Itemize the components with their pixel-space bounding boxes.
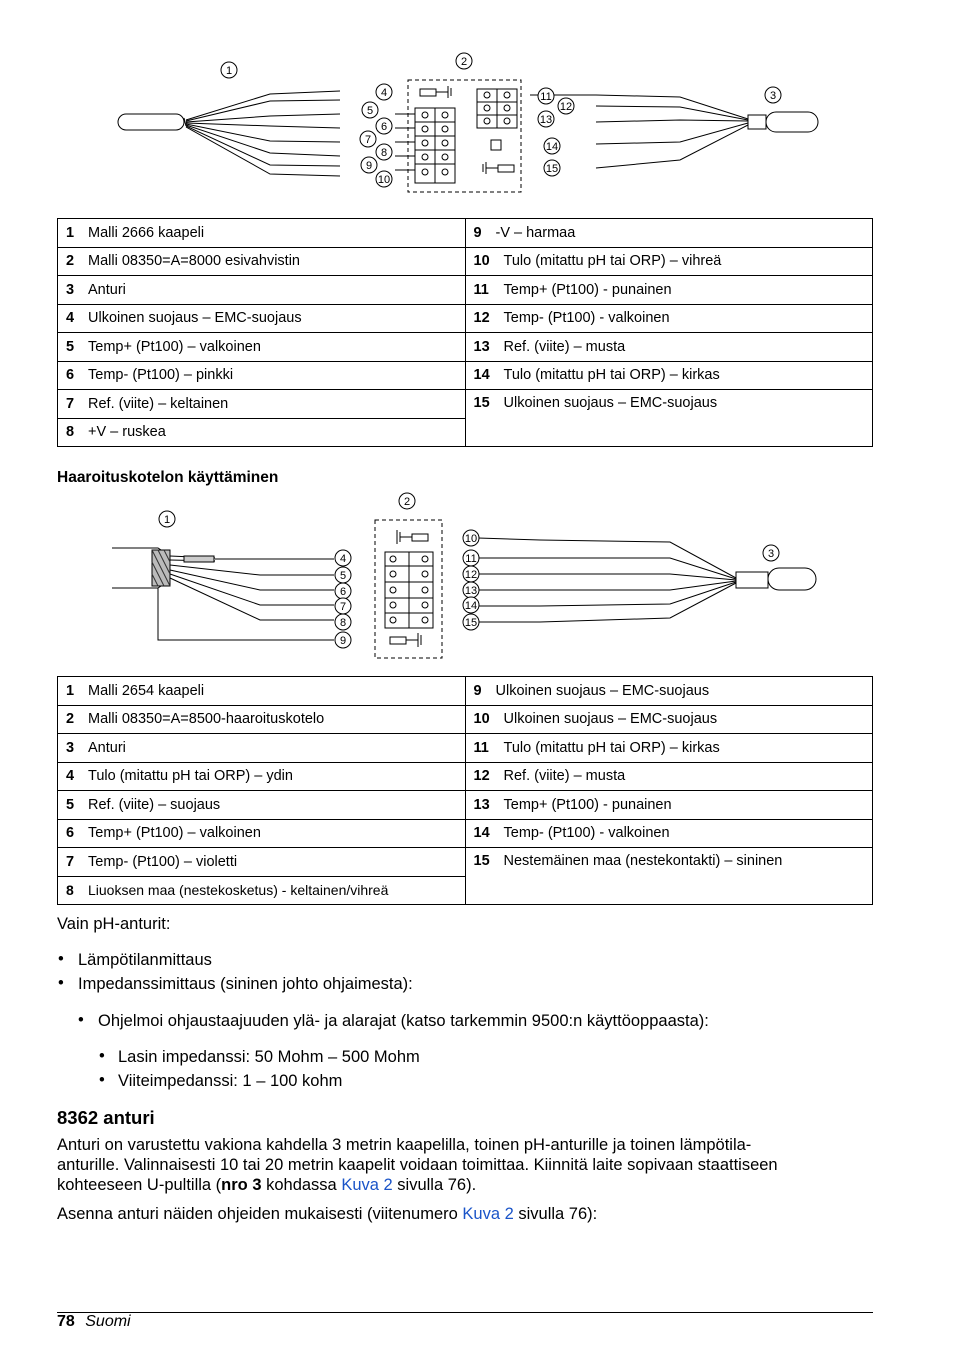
legend-table-2 (57, 676, 873, 905)
callout-14: 14 (545, 141, 559, 153)
figure-link[interactable]: Kuva 2 (341, 1176, 393, 1194)
legend-cell: 14 Tulo (mitattu pH tai ORP) – kirkas (465, 361, 873, 390)
legend-cell: 5 Ref. (viite) – suojaus (58, 791, 466, 820)
legend-cell: 11 Temp+ (Pt100) - punainen (465, 276, 873, 305)
callout-9: 9 (365, 160, 373, 172)
legend-cell: 4 Ulkoinen suojaus – EMC-suojaus (58, 304, 466, 333)
callout-14: 14 (464, 600, 478, 612)
callout-2: 2 (403, 496, 411, 508)
list-item: Lämpötilanmittaus (78, 951, 212, 969)
legend-cell: 14 Temp- (Pt100) - valkoinen (465, 819, 873, 848)
legend-cell: 10 Tulo (mitattu pH tai ORP) – vihreä (465, 247, 873, 276)
paragraph-line: kohteeseen U-pultilla (nro 3 kohdassa Kuva 2 sivulla 76). (57, 1176, 477, 1194)
legend-cell: 6 Temp- (Pt100) – pinkki (58, 361, 466, 390)
legend-cell: 3 Anturi (58, 734, 466, 763)
paragraph-line: Anturi on varustettu vakiona kahdella 3 metrin kaapelilla, toinen pH-anturille ja toinen lämpötila- (57, 1136, 752, 1154)
legend-cell: 13 Ref. (viite) – musta (465, 333, 873, 362)
callout-6: 6 (339, 586, 347, 598)
callout-4: 4 (339, 553, 347, 565)
legend-cell: 15 Nestemäinen maa (nestekontakti) – sininen (465, 848, 873, 905)
paragraph-2: Asenna anturi näiden ohjeiden mukaisesti (viitenumero Kuva 2 sivulla 76): (57, 1205, 598, 1223)
bold-ref: nro 3 (221, 1176, 262, 1194)
legend-cell: 2 Malli 08350=A=8500-haaroituskotelo (58, 705, 466, 734)
callout-7: 7 (339, 601, 347, 613)
callout-10: 10 (377, 174, 391, 186)
list-item: Ohjelmoi ohjaustaajuuden ylä- ja alarajat (katso tarkemmin 9500:n käyttöoppaasta): (98, 1012, 709, 1030)
bullet-marker: • (78, 1011, 84, 1029)
legend-cell: 9 Ulkoinen suojaus – EMC-suojaus (465, 677, 873, 706)
callout-2: 2 (460, 56, 468, 68)
footer-language: Suomi (85, 1313, 131, 1330)
list-item: Viiteimpedanssi: 1 – 100 kohm (118, 1072, 343, 1090)
footer (57, 1313, 131, 1331)
intro-text: Vain pH-anturit: (57, 915, 171, 933)
legend-cell: 15 Ulkoinen suojaus – EMC-suojaus (465, 390, 873, 447)
list-item: Impedanssimittaus (sininen johto ohjaimesta): (78, 975, 413, 993)
page-number: 78 (57, 1313, 75, 1330)
callout-5: 5 (339, 570, 347, 582)
list-item: Lasin impedanssi: 50 Mohm – 500 Mohm (118, 1048, 420, 1066)
legend-cell: 13 Temp+ (Pt100) - punainen (465, 791, 873, 820)
bullet-marker: • (58, 974, 64, 992)
callout-4: 4 (380, 87, 388, 99)
bullet-marker: • (99, 1071, 105, 1089)
callout-1: 1 (225, 65, 233, 77)
callout-9: 9 (339, 635, 347, 647)
callout-11: 11 (465, 553, 477, 565)
figure-1-wiring-diagram (0, 40, 954, 200)
legend-cell: 6 Temp+ (Pt100) – valkoinen (58, 819, 466, 848)
legend-cell: 8 Liuoksen maa (nestekosketus) - keltainen/vihreä (58, 876, 466, 905)
callout-15: 15 (464, 617, 478, 629)
legend-cell: 10 Ulkoinen suojaus – EMC-suojaus (465, 705, 873, 734)
bullet-marker: • (99, 1047, 105, 1065)
legend-cell: 1 Malli 2666 kaapeli (58, 219, 466, 248)
paragraph-1 (57, 1135, 873, 1195)
callout-12: 12 (464, 569, 478, 581)
callout-13: 13 (464, 585, 478, 597)
callout-6: 6 (380, 121, 388, 133)
section-title: 8362 anturi (57, 1107, 155, 1128)
callout-11: 11 (540, 91, 552, 103)
callout-10: 10 (464, 533, 478, 545)
figure-2-junction-box-diagram (0, 490, 954, 665)
legend-table-1 (57, 218, 873, 447)
legend-cell: 11 Tulo (mitattu pH tai ORP) – kirkas (465, 734, 873, 763)
legend-cell: 12 Ref. (viite) – musta (465, 762, 873, 791)
legend-cell: 9 -V – harmaa (465, 219, 873, 248)
legend-cell: 3 Anturi (58, 276, 466, 305)
figure-link[interactable]: Kuva 2 (462, 1205, 514, 1223)
callout-1: 1 (163, 514, 171, 526)
callout-3: 3 (769, 90, 777, 102)
callout-13: 13 (539, 114, 553, 126)
legend-cell: 2 Malli 08350=A=8000 esivahvistin (58, 247, 466, 276)
legend-cell: 1 Malli 2654 kaapeli (58, 677, 466, 706)
callout-12: 12 (559, 101, 573, 113)
legend-cell: 4 Tulo (mitattu pH tai ORP) – ydin (58, 762, 466, 791)
callout-5: 5 (366, 105, 374, 117)
legend-cell: 8 +V – ruskea (58, 418, 466, 447)
callout-3: 3 (767, 548, 775, 560)
callout-7: 7 (364, 134, 372, 146)
callout-15: 15 (545, 163, 559, 175)
footer-rule (57, 1312, 873, 1313)
legend-cell: 12 Temp- (Pt100) - valkoinen (465, 304, 873, 333)
callout-8: 8 (380, 147, 388, 159)
legend-cell: 7 Temp- (Pt100) – violetti (58, 848, 466, 877)
subheading: Haaroituskotelon käyttäminen (57, 469, 279, 486)
callout-8: 8 (339, 617, 347, 629)
legend-cell: 5 Temp+ (Pt100) – valkoinen (58, 333, 466, 362)
legend-cell: 7 Ref. (viite) – keltainen (58, 390, 466, 419)
paragraph-line: anturille. Valinnaisesti 10 tai 20 metrin kaapelit voidaan toimittaa. Kiinnitä laite sopivaan staattiseen (57, 1156, 778, 1174)
bullet-marker: • (58, 950, 64, 968)
